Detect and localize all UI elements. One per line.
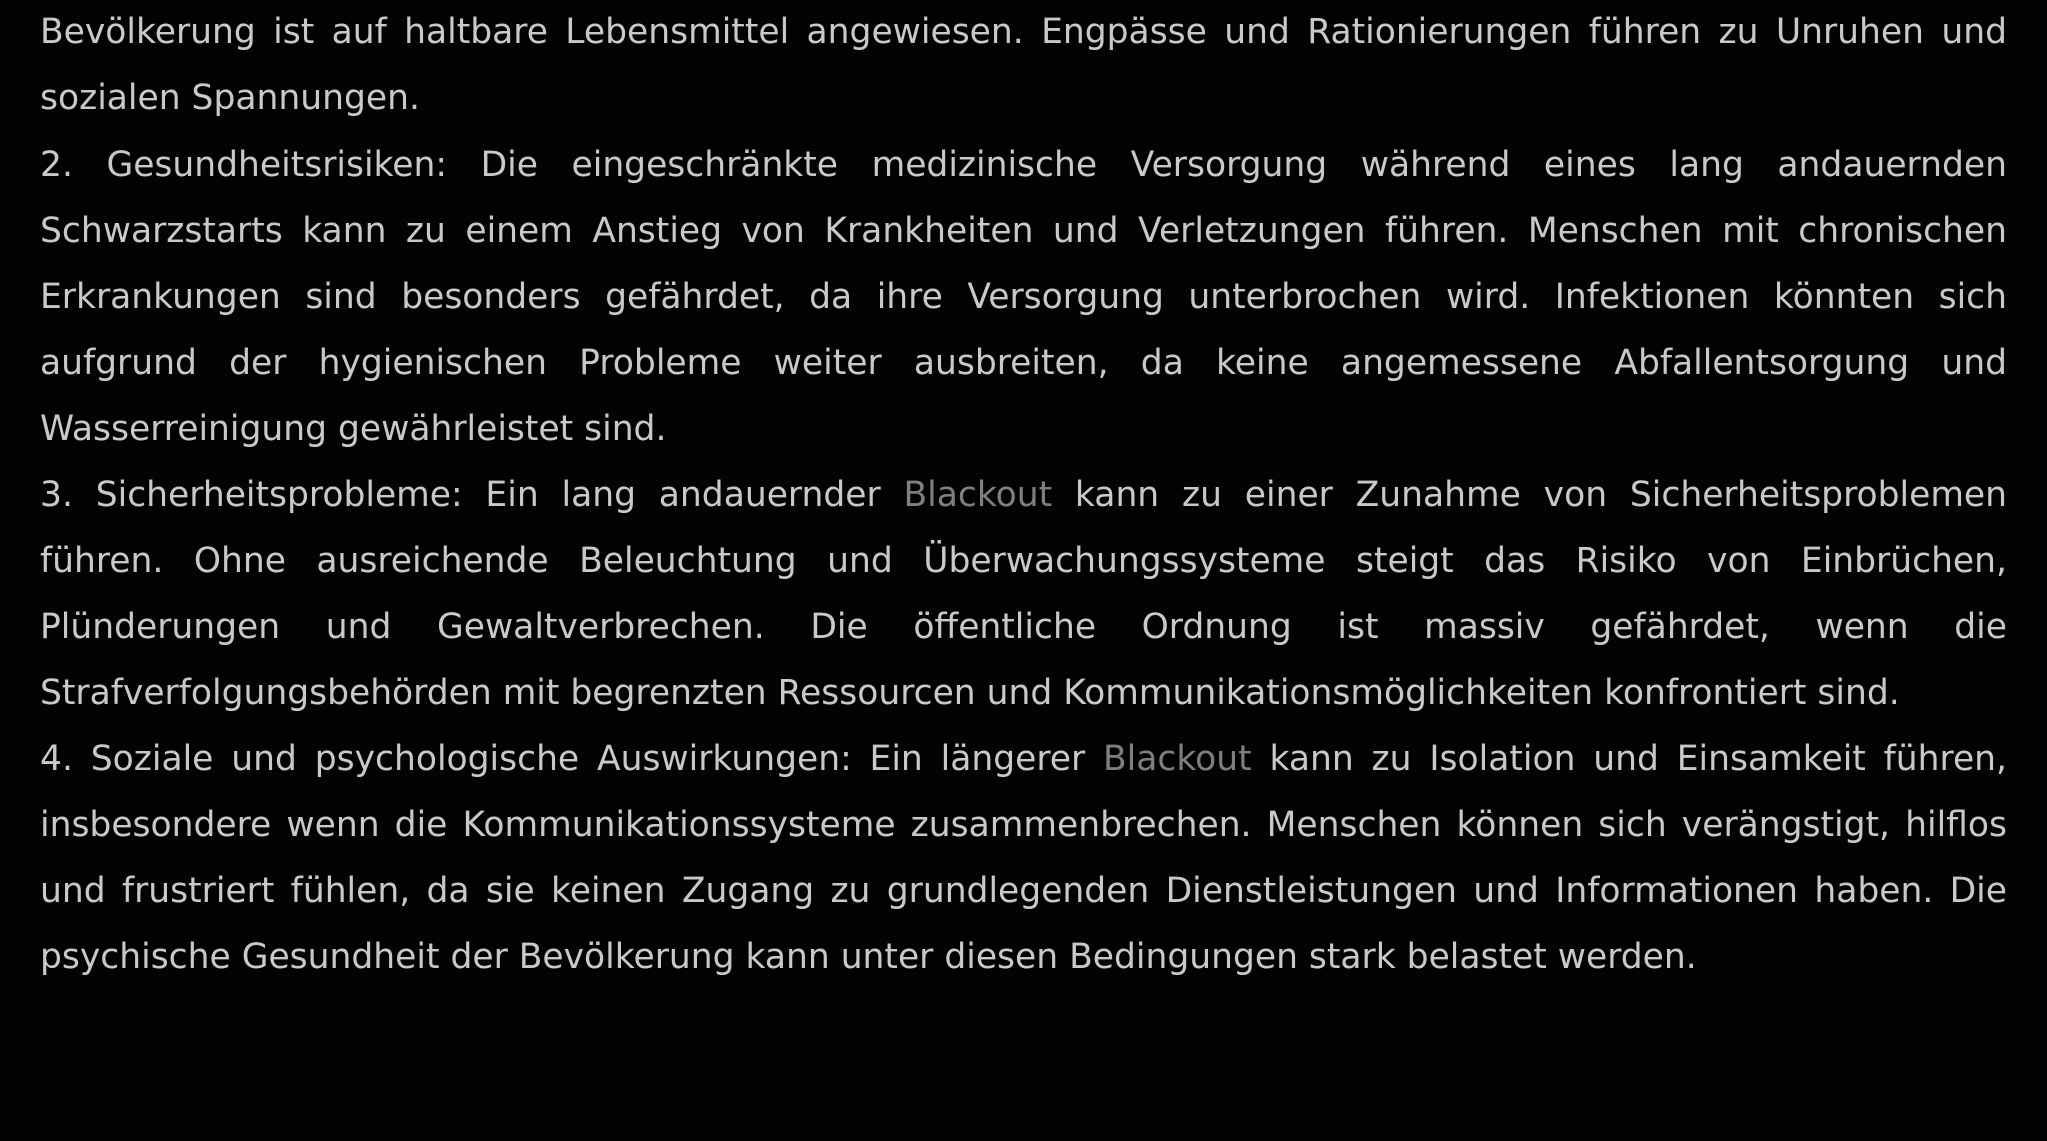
paragraph-text: kann zu einer Zunahme von Sicherheitsproblemen führen. Ohne ausreichende Beleuchtung und Überwachungssysteme steigt das Risiko von Einbrüchen, Plünderungen und Gewaltverbrechen. Die öffentliche Ordnung ist massiv gefährdet, wenn die Strafverfolgungsbehörden mit begrenzten Ressourcen und Kommunikationsmöglichkeiten konfrontiert sind. [40,475,2008,713]
paragraph-text: Bevölkerung ist auf haltbare Lebensmittel angewiesen. Engpässe und Rationierungen führen zu Unruhen und sozialen Spannungen. [40,12,2007,118]
paragraph-text: 3. Sicherheitsprobleme: Ein lang andauernder [40,475,904,515]
paragraph-security-problems [40,462,2007,726]
linked-term-blackout[interactable]: Blackout [1103,739,1252,779]
paragraph-text: 2. Gesundheitsrisiken: Die eingeschränkte medizinische Versorgung während eines lang andauernden Schwarzstarts kann zu einem Anstieg von Krankheiten und Verletzungen führen. Menschen mit chronischen Erkrankungen sind besonders gefährdet, da ihre Versorgung unterbrochen wird. Infektionen könnten sich aufgrund der hygienischen Probleme weiter ausbreiten, da keine angemessene Abfallentsorgung und Wasserreinigung gewährleistet sind. [40,145,2007,449]
paragraph-text: 4. Soziale und psychologische Auswirkungen: Ein längerer [40,739,1104,779]
linked-term-blackout[interactable]: Blackout [903,475,1053,515]
paragraph-social-effects [40,726,2007,990]
paragraph-health-risks [40,132,2007,462]
paragraph-text: kann zu Isolation und Einsamkeit führen, insbesondere wenn die Kommunikationssysteme zusammenbrechen. Menschen können sich verängstigt, hilflos und frustriert fühlen, da sie keinen Zugang zu grundlegenden Dienstleistungen und Informationen haben. Die psychische Gesundheit der Bevölkerung kann unter diesen Bedingungen stark belastet werden. [40,739,2008,977]
reading-text-area [40,0,2007,990]
paragraph-continued [40,0,2007,131]
